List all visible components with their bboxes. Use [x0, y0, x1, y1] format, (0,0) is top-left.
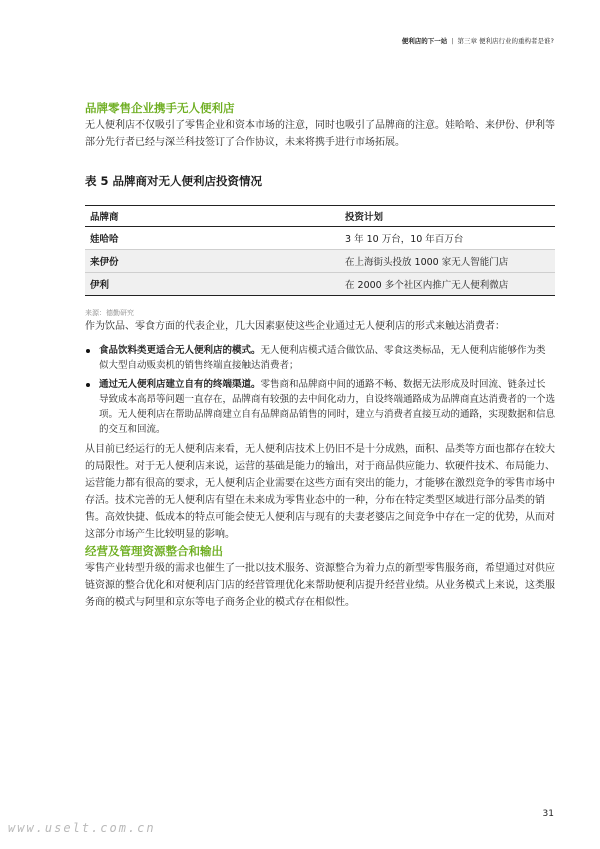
table-cell-brand: 娃哈哈 [85, 227, 340, 250]
page-content [85, 100, 555, 611]
section-heading-brand-retail: 品牌零售企业携手无人便利店 [85, 101, 235, 115]
table-row [85, 250, 555, 273]
section-body-brand-retail: 无人便利店不仅吸引了零售企业和资本市场的注意，同时也吸引了品牌商的注意。娃哈哈、来伊份、伊利等部分先行者已经与深兰科技签订了合作协议，未来将携手进行市场拓展。 [85, 120, 555, 148]
table-header-row [85, 206, 555, 227]
header-title: 便利店的下一站 [401, 37, 448, 45]
section-body-resource-integration: 零售产业转型升级的需求也催生了一批以技术服务、资源整合为着力点的新型零售服务商，希望通过对供应链资源的整合优化和对便利店门店的经营管理优化来帮助便利店提升经营业绩。从业务模式上来说，这类服务商的模式与阿里和京东等电子商务企业的模式存在相似性。 [85, 563, 555, 608]
watermark-text: www.uselt.com.cn [8, 821, 156, 835]
list-item [85, 377, 555, 437]
intro-paragraph: 作为饮品、零食方面的代表企业，几大因素驱使这些企业通过无人便利店的形式来触达消费者： [85, 321, 505, 332]
page-number: 31 [542, 809, 554, 819]
bullet-text: 零售商和品牌商中间的通路不畅、数据无法形成及时回流、链条过长导致成本高昂等问题一直存在，品牌商有较强的去中间化动力，自设终端通路成为品牌商直达消费者的一个选项。无人便利店在帮助品牌商建立自有品牌商品销售的同时，建立与消费者直接互动的通路，实现数据和信息的交互和回流。 [99, 379, 556, 435]
bullet-lead: 通过无人便利店建立自有的终端渠道。 [99, 379, 261, 390]
table-cell-brand: 来伊份 [85, 250, 340, 273]
table-cell-plan: 3 年 10 万台，10 年百万台 [340, 227, 555, 250]
analysis-paragraph: 从目前已经运行的无人便利店来看，无人便利店技术上仍旧不是十分成熟，面积、品类等方面也都存在较大的局限性。对于无人便利店来说，运营的基础是能力的输出，对于商品供应能力、软硬件技术、布局能力、运营能力都有很高的要求，无人便利店企业需要在这些方面有突出的能力，才能够在激烈竞争的零售市场中存活。技术完善的无人便利店有望在未来成为零售业态中的一种，分布在特定类型区域进行部分品类的销售。高效快捷、低成本的特点可能会使无人便利店与现有的夫妻老婆店之间竞争中存在一定的优势，从而对这部分市场产生比较明显的影响。 [85, 444, 555, 540]
investment-table [85, 205, 555, 296]
list-item [85, 343, 555, 373]
header-separator: | [451, 37, 454, 45]
bullet-icon [86, 383, 90, 387]
table-row [85, 227, 555, 250]
bullet-list [85, 343, 555, 437]
table-cell-plan: 在上海街头投放 1000 家无人智能门店 [340, 250, 555, 273]
running-header [402, 36, 554, 45]
table-source: 来源：德勤研究 [85, 309, 134, 317]
bullet-lead: 食品饮料类更适合无人便利店的模式。 [99, 345, 261, 356]
table-title: 表 5 品牌商对无人便利店投资情况 [85, 174, 263, 188]
bullet-icon [86, 349, 90, 353]
section-heading-resource-integration: 经营及管理资源整合和输出 [85, 544, 223, 558]
table-header-plan: 投资计划 [340, 206, 555, 227]
table-row [85, 273, 555, 296]
bullet-text: 无人便利店模式适合做饮品、零食这类标品，无人便利店能够作为类似大型自动贩卖机的销售终端直接触达消费者； [99, 345, 546, 371]
table-cell-plan: 在 2000 多个社区内推广无人便利微店 [340, 273, 555, 296]
table-header-brand: 品牌商 [85, 206, 340, 227]
header-chapter: 第三章 便利店行业的重构者是谁? [457, 37, 554, 45]
table-cell-brand: 伊利 [85, 273, 340, 296]
